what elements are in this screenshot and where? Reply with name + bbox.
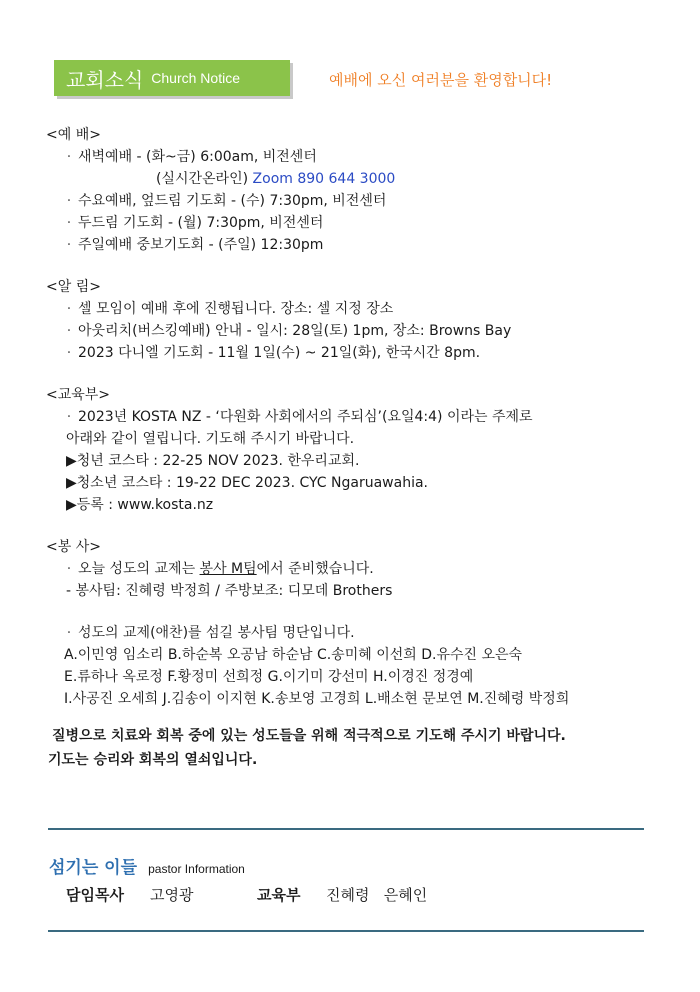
service-heading: <봉 사> (46, 539, 101, 555)
senior-pastor-label: 담임목사 (66, 886, 124, 904)
divider (48, 930, 644, 932)
education-sub-item: ▶청소년 코스타 : 19-22 DEC 2023. CYC Ngaruawahia. (66, 475, 428, 491)
staff-title-english: pastor Information (148, 862, 245, 876)
bullet-icon: · (66, 409, 72, 425)
notice-item: · 셀 모임이 예배 후에 진행됩니다. 장소: 셀 지정 장소 (46, 298, 666, 320)
online-label: (실시간온라인) (156, 171, 249, 187)
staff-title-korean: 섬기는 이들 (49, 858, 138, 878)
notice-content (46, 124, 666, 710)
teams-intro: · 성도의 교제(애찬)를 섬길 봉사팀 명단입니다. (46, 622, 666, 644)
bullet-icon: · (66, 237, 72, 253)
worship-item: · 주일예배 중보기도회 - (주일) 12:30pm (46, 234, 666, 256)
prayer-line: 질병으로 치료와 회복 중에 있는 성도들을 위해 적극적으로 기도해 주시기 바랍니다. (52, 728, 566, 744)
prayer-request (48, 724, 566, 772)
notice-title-box (54, 60, 290, 96)
senior-pastor-name: 고영광 (150, 886, 194, 904)
bullet-icon: · (66, 323, 72, 339)
bullet-icon: · (66, 625, 72, 641)
worship-item: · 새벽예배 - (화~금) 6:00am, 비전센터 (46, 146, 666, 168)
worship-item: · 두드림 기도회 - (월) 7:30pm, 비전센터 (46, 212, 666, 234)
zoom-id: Zoom 890 644 3000 (252, 171, 396, 187)
team-list-row: A.이민영 임소리 B.하순복 오공남 하순남 C.송미혜 이선희 D.유수진 오은숙 (64, 647, 523, 663)
title-english: Church Notice (151, 70, 240, 86)
team-list-row: I.사공진 오세희 J.김송이 이지현 K.송보영 고경희 L.배소현 문보연 M.진혜령 박정희 (64, 691, 570, 707)
education-line: · 2023년 KOSTA NZ - ‘다원화 사회에서의 주되심’(요일4:4) 이라는 주제로 (46, 406, 666, 428)
education-heading: <교육부> (46, 387, 111, 403)
staff-title (49, 853, 245, 878)
divider (48, 828, 644, 830)
bullet-icon: · (66, 149, 72, 165)
bullet-icon: · (66, 193, 72, 209)
service-line: - 봉사팀: 진혜령 박정희 / 주방보조: 디모데 Brothers (66, 583, 393, 599)
team-underlined: 봉사 M팀 (199, 561, 257, 577)
team-list-row: E.류하나 옥로정 F.황정미 선희정 G.이기미 강선미 H.이경진 정경예 (64, 669, 474, 685)
notice-item: · 2023 다니엘 기도회 - 11월 1일(수) ~ 21일(화), 한국시간 8pm. (46, 342, 666, 364)
service-line: · 오늘 성도의 교제는 봉사 M팀에서 준비했습니다. (46, 558, 666, 580)
education-sub-item: ▶등록 : www.kosta.nz (66, 497, 214, 513)
bullet-icon: · (66, 561, 72, 577)
notice-item: · 아웃리치(버스킹예배) 안내 - 일시: 28일(토) 1pm, 장소: Browns Bay (46, 320, 666, 342)
worship-heading: <예 배> (46, 127, 101, 143)
education-sub-item: ▶청년 코스타 : 22-25 NOV 2023. 한우리교회. (66, 453, 360, 469)
notices-heading: <알 림> (46, 279, 101, 295)
education-label: 교육부 (257, 886, 301, 904)
education-names: 진혜령 은혜인 (326, 886, 428, 904)
worship-item: · 수요예배, 엎드림 기도회 - (수) 7:30pm, 비전센터 (46, 190, 666, 212)
bullet-icon: · (66, 215, 72, 231)
bullet-icon: · (66, 301, 72, 317)
worship-online-line (46, 168, 666, 190)
bullet-icon: · (66, 345, 72, 361)
prayer-line: 기도는 승리와 회복의 열쇠입니다. (48, 752, 258, 768)
title-korean: 교회소식 (66, 67, 144, 92)
education-line: 아래와 같이 열립니다. 기도해 주시기 바랍니다. (66, 431, 355, 447)
welcome-message: 예배에 오신 여러분을 환영합니다! (329, 71, 553, 89)
